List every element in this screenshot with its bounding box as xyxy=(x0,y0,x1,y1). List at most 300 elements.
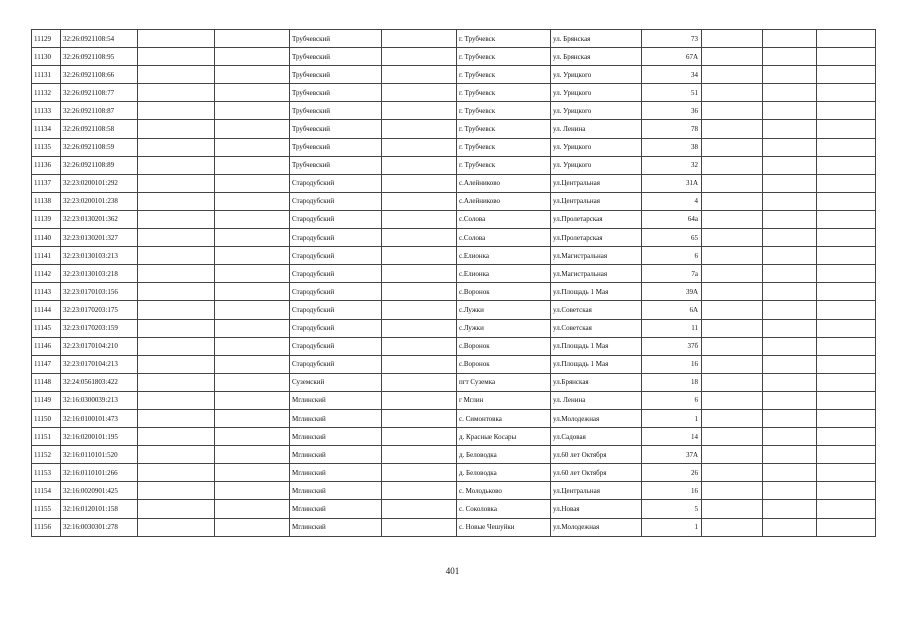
cell-empty xyxy=(382,102,457,120)
cell-empty xyxy=(138,283,215,301)
cell-locality: г Мглин xyxy=(457,391,551,409)
cell-empty xyxy=(817,518,876,536)
cell-empty xyxy=(702,446,763,464)
cell-empty xyxy=(382,464,457,482)
table-row xyxy=(32,138,876,156)
cell-locality: с.Алейниково xyxy=(457,174,551,192)
cell-cadastral-number: 32:23:0200101:292 xyxy=(61,174,138,192)
cell-empty xyxy=(763,446,817,464)
cell-locality: с. Молодьково xyxy=(457,482,551,500)
table-body xyxy=(32,30,876,537)
cell-empty xyxy=(702,337,763,355)
cell-empty xyxy=(763,156,817,174)
cell-street: ул. Брянская xyxy=(551,30,642,48)
cell-cadastral-number: 32:23:0170203:159 xyxy=(61,319,138,337)
cell-street: ул. Урицкого xyxy=(551,102,642,120)
table-row xyxy=(32,409,876,427)
cell-cadastral-number: 32:26:0921108:87 xyxy=(61,102,138,120)
cell-record-number: 11151 xyxy=(32,428,61,446)
cell-house-number: 6 xyxy=(642,247,702,265)
cell-house-number: 65 xyxy=(642,229,702,247)
cell-empty xyxy=(215,428,290,446)
cell-record-number: 11140 xyxy=(32,229,61,247)
cell-house-number: 31А xyxy=(642,174,702,192)
cell-empty xyxy=(763,48,817,66)
cell-district: Мглинский xyxy=(290,500,382,518)
cell-empty xyxy=(382,265,457,283)
cell-locality: г. Трубчевск xyxy=(457,138,551,156)
cell-record-number: 11136 xyxy=(32,156,61,174)
cell-empty xyxy=(702,48,763,66)
cell-house-number: 6А xyxy=(642,301,702,319)
cell-empty xyxy=(382,500,457,518)
cell-empty xyxy=(817,446,876,464)
cell-empty xyxy=(702,482,763,500)
cell-cadastral-number: 32:16:0200101:195 xyxy=(61,428,138,446)
cell-district: Мглинский xyxy=(290,409,382,427)
cell-cadastral-number: 32:23:0170104:213 xyxy=(61,355,138,373)
cell-locality: д. Беловодка xyxy=(457,446,551,464)
cell-empty xyxy=(382,66,457,84)
cell-district: Трубчевский xyxy=(290,84,382,102)
cell-empty xyxy=(382,391,457,409)
cell-empty xyxy=(138,84,215,102)
cell-empty xyxy=(138,355,215,373)
cell-house-number: 6 xyxy=(642,391,702,409)
cell-empty xyxy=(382,373,457,391)
cell-empty xyxy=(382,518,457,536)
cell-street: ул.Центральная xyxy=(551,174,642,192)
cell-empty xyxy=(215,120,290,138)
cell-record-number: 11131 xyxy=(32,66,61,84)
cell-empty xyxy=(817,265,876,283)
table-row xyxy=(32,283,876,301)
cell-locality: с.Елионка xyxy=(457,265,551,283)
cell-record-number: 11153 xyxy=(32,464,61,482)
cell-empty xyxy=(382,138,457,156)
cell-street: ул.Магистральная xyxy=(551,247,642,265)
cell-street: ул.Молодежная xyxy=(551,518,642,536)
cell-empty xyxy=(817,337,876,355)
cell-house-number: 18 xyxy=(642,373,702,391)
cell-locality: г. Трубчевск xyxy=(457,48,551,66)
cell-empty xyxy=(817,482,876,500)
cell-district: Суземский xyxy=(290,373,382,391)
cell-empty xyxy=(763,30,817,48)
cell-empty xyxy=(382,319,457,337)
cell-street: ул. Урицкого xyxy=(551,156,642,174)
cell-district: Стародубский xyxy=(290,174,382,192)
cell-house-number: 16 xyxy=(642,355,702,373)
cell-locality: с. Соколовка xyxy=(457,500,551,518)
cell-empty xyxy=(702,301,763,319)
cell-empty xyxy=(763,84,817,102)
cell-record-number: 11149 xyxy=(32,391,61,409)
cell-record-number: 11139 xyxy=(32,210,61,228)
cell-locality: г. Трубчевск xyxy=(457,66,551,84)
cell-empty xyxy=(817,174,876,192)
cell-house-number: 34 xyxy=(642,66,702,84)
cell-empty xyxy=(138,48,215,66)
cell-empty xyxy=(702,373,763,391)
cell-record-number: 11146 xyxy=(32,337,61,355)
cell-empty xyxy=(382,428,457,446)
cell-district: Трубчевский xyxy=(290,120,382,138)
cell-street: ул.Пролетарская xyxy=(551,229,642,247)
cell-cadastral-number: 32:26:0921108:66 xyxy=(61,66,138,84)
cell-empty xyxy=(138,409,215,427)
cell-locality: с. Новые Чешуйки xyxy=(457,518,551,536)
cell-empty xyxy=(763,102,817,120)
cell-street: ул.Магистральная xyxy=(551,265,642,283)
cell-cadastral-number: 32:16:0110101:520 xyxy=(61,446,138,464)
table-row xyxy=(32,156,876,174)
cell-house-number: 73 xyxy=(642,30,702,48)
cell-record-number: 11135 xyxy=(32,138,61,156)
cell-record-number: 11147 xyxy=(32,355,61,373)
cell-cadastral-number: 32:26:0921108:77 xyxy=(61,84,138,102)
cell-street: ул.Новая xyxy=(551,500,642,518)
table-row xyxy=(32,247,876,265)
cell-street: ул. Урицкого xyxy=(551,138,642,156)
table-row xyxy=(32,229,876,247)
cell-empty xyxy=(817,48,876,66)
cell-cadastral-number: 32:26:0921108:58 xyxy=(61,120,138,138)
cell-empty xyxy=(138,518,215,536)
cell-locality: г. Трубчевск xyxy=(457,156,551,174)
cell-house-number: 1 xyxy=(642,518,702,536)
cell-record-number: 11134 xyxy=(32,120,61,138)
cell-house-number: 26 xyxy=(642,464,702,482)
cell-empty xyxy=(138,120,215,138)
table-row xyxy=(32,66,876,84)
table-row xyxy=(32,210,876,228)
cell-empty xyxy=(138,500,215,518)
cell-empty xyxy=(763,409,817,427)
cell-empty xyxy=(817,355,876,373)
cell-record-number: 11132 xyxy=(32,84,61,102)
cell-district: Трубчевский xyxy=(290,156,382,174)
cell-empty xyxy=(702,355,763,373)
cell-empty xyxy=(702,247,763,265)
cell-empty xyxy=(138,428,215,446)
cell-district: Мглинский xyxy=(290,428,382,446)
cell-empty xyxy=(702,229,763,247)
cell-record-number: 11156 xyxy=(32,518,61,536)
cell-empty xyxy=(817,247,876,265)
cell-empty xyxy=(382,48,457,66)
cell-district: Мглинский xyxy=(290,391,382,409)
cell-cadastral-number: 32:16:0110101:266 xyxy=(61,464,138,482)
cell-empty xyxy=(215,518,290,536)
cell-empty xyxy=(702,265,763,283)
cell-record-number: 11130 xyxy=(32,48,61,66)
cell-record-number: 11150 xyxy=(32,409,61,427)
table-row xyxy=(32,120,876,138)
cell-street: ул.Центральная xyxy=(551,192,642,210)
cell-empty xyxy=(817,229,876,247)
cell-cadastral-number: 32:23:0170104:210 xyxy=(61,337,138,355)
cell-street: ул. Урицкого xyxy=(551,66,642,84)
cell-district: Стародубский xyxy=(290,337,382,355)
cell-empty xyxy=(382,409,457,427)
cell-empty xyxy=(763,265,817,283)
cell-locality: д. Красные Косары xyxy=(457,428,551,446)
cell-street: ул.Советская xyxy=(551,319,642,337)
cell-empty xyxy=(138,337,215,355)
cell-empty xyxy=(138,373,215,391)
cell-locality: пгт Суземка xyxy=(457,373,551,391)
cell-district: Стародубский xyxy=(290,355,382,373)
cell-street: ул.Молодежная xyxy=(551,409,642,427)
cell-empty xyxy=(138,229,215,247)
cell-empty xyxy=(763,247,817,265)
cell-street: ул.Центральная xyxy=(551,482,642,500)
cell-record-number: 11144 xyxy=(32,301,61,319)
cell-cadastral-number: 32:16:0300039:213 xyxy=(61,391,138,409)
cell-district: Мглинский xyxy=(290,446,382,464)
cell-empty xyxy=(382,156,457,174)
cell-empty xyxy=(138,301,215,319)
cell-empty xyxy=(763,120,817,138)
cell-empty xyxy=(763,391,817,409)
cell-locality: д. Беловодка xyxy=(457,464,551,482)
cell-house-number: 37А xyxy=(642,446,702,464)
cell-cadastral-number: 32:16:0100101:473 xyxy=(61,409,138,427)
table-row xyxy=(32,192,876,210)
cell-house-number: 32 xyxy=(642,156,702,174)
cell-empty xyxy=(138,247,215,265)
cell-house-number: 7а xyxy=(642,265,702,283)
table-row xyxy=(32,48,876,66)
cell-empty xyxy=(215,48,290,66)
cell-empty xyxy=(382,283,457,301)
table-row xyxy=(32,373,876,391)
cell-empty xyxy=(702,66,763,84)
cell-district: Мглинский xyxy=(290,464,382,482)
cell-street: ул. Урицкого xyxy=(551,84,642,102)
cell-house-number: 78 xyxy=(642,120,702,138)
cell-house-number: 64а xyxy=(642,210,702,228)
cell-district: Мглинский xyxy=(290,482,382,500)
cell-house-number: 39А xyxy=(642,283,702,301)
cell-record-number: 11141 xyxy=(32,247,61,265)
cell-empty xyxy=(382,355,457,373)
cell-empty xyxy=(817,30,876,48)
cell-cadastral-number: 32:23:0130103:218 xyxy=(61,265,138,283)
cell-empty xyxy=(215,156,290,174)
table-row xyxy=(32,301,876,319)
cell-district: Стародубский xyxy=(290,247,382,265)
cell-cadastral-number: 32:23:0130201:362 xyxy=(61,210,138,228)
property-register-table xyxy=(31,29,876,537)
cell-district: Стародубский xyxy=(290,283,382,301)
cell-cadastral-number: 32:23:0170103:156 xyxy=(61,283,138,301)
table-row xyxy=(32,428,876,446)
table-row xyxy=(32,355,876,373)
cell-empty xyxy=(817,283,876,301)
cell-street: ул.Брянская xyxy=(551,373,642,391)
cell-locality: г. Трубчевск xyxy=(457,30,551,48)
cell-empty xyxy=(763,301,817,319)
cell-locality: г. Трубчевск xyxy=(457,120,551,138)
cell-record-number: 11154 xyxy=(32,482,61,500)
cell-cadastral-number: 32:16:0120101:158 xyxy=(61,500,138,518)
cell-house-number: 37б xyxy=(642,337,702,355)
cell-empty xyxy=(702,518,763,536)
cell-empty xyxy=(702,102,763,120)
cell-empty xyxy=(215,174,290,192)
cell-empty xyxy=(138,174,215,192)
cell-empty xyxy=(138,138,215,156)
cell-street: ул.Советская xyxy=(551,301,642,319)
cell-empty xyxy=(702,210,763,228)
cell-locality: с.Алейниково xyxy=(457,192,551,210)
cell-cadastral-number: 32:23:0130103:213 xyxy=(61,247,138,265)
cell-cadastral-number: 32:16:0030301:278 xyxy=(61,518,138,536)
cell-empty xyxy=(382,210,457,228)
cell-district: Трубчевский xyxy=(290,138,382,156)
cell-empty xyxy=(382,247,457,265)
cell-empty xyxy=(817,192,876,210)
cell-cadastral-number: 32:16:0020901:425 xyxy=(61,482,138,500)
cell-house-number: 14 xyxy=(642,428,702,446)
cell-empty xyxy=(138,464,215,482)
cell-empty xyxy=(215,500,290,518)
cell-cadastral-number: 32:23:0200101:238 xyxy=(61,192,138,210)
table-row xyxy=(32,319,876,337)
cell-empty xyxy=(215,84,290,102)
cell-district: Трубчевский xyxy=(290,30,382,48)
cell-empty xyxy=(215,30,290,48)
cell-locality: с.Лужки xyxy=(457,319,551,337)
cell-street: ул. Ленина xyxy=(551,120,642,138)
cell-empty xyxy=(817,156,876,174)
cell-district: Мглинский xyxy=(290,518,382,536)
table-row xyxy=(32,464,876,482)
cell-locality: с.Елионка xyxy=(457,247,551,265)
cell-street: ул.60 лет Октября xyxy=(551,446,642,464)
cell-street: ул. Ленина xyxy=(551,391,642,409)
table-row xyxy=(32,265,876,283)
cell-empty xyxy=(702,30,763,48)
cell-district: Трубчевский xyxy=(290,102,382,120)
cell-record-number: 11138 xyxy=(32,192,61,210)
cell-empty xyxy=(763,428,817,446)
cell-empty xyxy=(763,138,817,156)
cell-empty xyxy=(138,210,215,228)
cell-empty xyxy=(817,301,876,319)
table-row xyxy=(32,30,876,48)
cell-empty xyxy=(215,283,290,301)
cell-empty xyxy=(215,409,290,427)
table-row xyxy=(32,84,876,102)
cell-empty xyxy=(138,482,215,500)
cell-empty xyxy=(138,192,215,210)
cell-record-number: 11143 xyxy=(32,283,61,301)
cell-locality: с. Симонтовка xyxy=(457,409,551,427)
cell-empty xyxy=(763,174,817,192)
cell-record-number: 11133 xyxy=(32,102,61,120)
cell-district: Стародубский xyxy=(290,192,382,210)
cell-record-number: 11145 xyxy=(32,319,61,337)
cell-empty xyxy=(702,391,763,409)
cell-empty xyxy=(215,373,290,391)
cell-empty xyxy=(817,500,876,518)
cell-locality: с.Воронок xyxy=(457,283,551,301)
cell-empty xyxy=(138,319,215,337)
cell-empty xyxy=(817,409,876,427)
cell-empty xyxy=(215,192,290,210)
cell-record-number: 11148 xyxy=(32,373,61,391)
cell-record-number: 11129 xyxy=(32,30,61,48)
cell-empty xyxy=(817,428,876,446)
cell-empty xyxy=(382,482,457,500)
cell-empty xyxy=(215,301,290,319)
table-row xyxy=(32,337,876,355)
cell-house-number: 5 xyxy=(642,500,702,518)
cell-cadastral-number: 32:26:0921108:95 xyxy=(61,48,138,66)
cell-house-number: 1 xyxy=(642,409,702,427)
cell-locality: г. Трубчевск xyxy=(457,102,551,120)
cell-street: ул.Садовая xyxy=(551,428,642,446)
cell-empty xyxy=(215,482,290,500)
cell-empty xyxy=(215,247,290,265)
cell-empty xyxy=(817,210,876,228)
cell-empty xyxy=(817,120,876,138)
cell-record-number: 11155 xyxy=(32,500,61,518)
cell-empty xyxy=(382,192,457,210)
cell-empty xyxy=(817,373,876,391)
cell-record-number: 11142 xyxy=(32,265,61,283)
cell-empty xyxy=(702,174,763,192)
cell-empty xyxy=(763,482,817,500)
cell-district: Стародубский xyxy=(290,301,382,319)
cell-empty xyxy=(382,229,457,247)
cell-empty xyxy=(138,446,215,464)
table-row xyxy=(32,174,876,192)
cell-empty xyxy=(702,409,763,427)
cell-street: ул. Брянская xyxy=(551,48,642,66)
cell-empty xyxy=(215,355,290,373)
cell-locality: с.Лужки xyxy=(457,301,551,319)
cell-empty xyxy=(138,66,215,84)
cell-street: ул.Пролетарская xyxy=(551,210,642,228)
cell-district: Стародубский xyxy=(290,319,382,337)
cell-cadastral-number: 32:26:0921108:89 xyxy=(61,156,138,174)
cell-locality: с.Солова xyxy=(457,229,551,247)
cell-empty xyxy=(763,210,817,228)
cell-empty xyxy=(763,319,817,337)
cell-empty xyxy=(382,30,457,48)
cell-locality: с.Воронок xyxy=(457,337,551,355)
cell-empty xyxy=(763,373,817,391)
cell-empty xyxy=(817,319,876,337)
cell-cadastral-number: 32:26:0921108:59 xyxy=(61,138,138,156)
cell-empty xyxy=(702,500,763,518)
cell-empty xyxy=(138,391,215,409)
cell-locality: г. Трубчевск xyxy=(457,84,551,102)
cell-empty xyxy=(138,102,215,120)
cell-empty xyxy=(763,337,817,355)
cell-district: Трубчевский xyxy=(290,66,382,84)
cell-house-number: 36 xyxy=(642,102,702,120)
table-row xyxy=(32,500,876,518)
cell-empty xyxy=(215,210,290,228)
cell-empty xyxy=(763,355,817,373)
table-row xyxy=(32,102,876,120)
cell-empty xyxy=(763,518,817,536)
